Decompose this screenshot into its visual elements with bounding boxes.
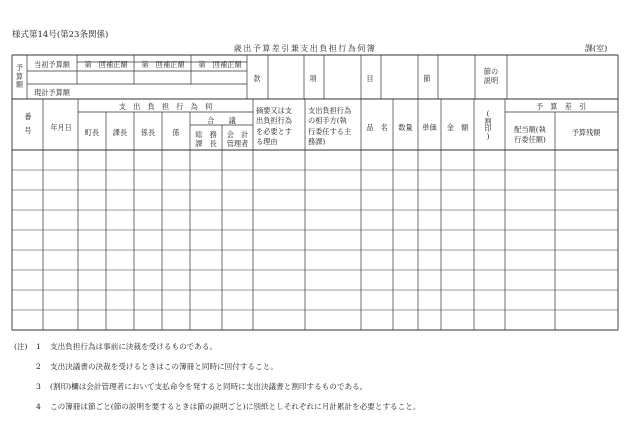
remaining-budget-column-header: 予算残額	[571, 128, 601, 137]
unit-price-column-header: 単価	[422, 123, 437, 132]
note-text: (割印)欄は会計管理者において支払命令を発すると同時に支出決議書と割印するものである。	[50, 382, 368, 391]
consultation-header: 合 議	[207, 116, 236, 125]
supplement-3-label: 第 回補正額	[198, 60, 242, 69]
ledger-title: 歳出予算差引兼支出負担行為伺簿	[233, 44, 377, 53]
staff-column-header: 係	[172, 128, 180, 137]
note-number: 2	[36, 362, 41, 371]
item-name-column-header: 品 名	[366, 123, 388, 132]
budget-difference-header: 予 算 差 引	[535, 102, 587, 111]
note-text: 支出負担行為は事前に決裁を受けるものである。	[50, 342, 218, 351]
initial-budget-label: 当初予算額	[34, 60, 70, 69]
note-number: 4	[36, 402, 41, 411]
kan-label: 款	[253, 74, 261, 83]
summary-column-header: 摘要又は支 出負担行為 を必要とす る理由	[256, 106, 292, 147]
budget-side-label: 予 算 額	[15, 63, 24, 90]
seal-column-header: ( 割 印 )	[484, 109, 492, 141]
note-text: 支出決議書の決裁を受けるときはこの簿冊と同時に回付すること。	[50, 362, 278, 371]
note-text: この簿冊は節ごと(節の説明を要するときは節の説明ごと)に別紙としそれぞれに月計累計を必要とすること。	[50, 402, 421, 411]
note-number: 1	[36, 342, 41, 351]
note-number: 3	[36, 382, 41, 391]
setsu-description-label: 節の 説明	[483, 67, 499, 85]
note-item	[14, 337, 420, 357]
notes-section	[14, 337, 420, 417]
office-label: 課(室)	[585, 44, 608, 53]
date-column-header: 年月日	[50, 123, 72, 132]
note-item	[14, 397, 420, 417]
note-item	[14, 357, 420, 377]
supplement-2-label: 第 回補正額	[141, 60, 185, 69]
supplement-1-label: 第 回補正額	[84, 60, 128, 69]
general-affairs-column-header: 総 務 課 長	[195, 130, 217, 148]
form-number: 様式第14号(第23条関係)	[12, 30, 109, 40]
commitment-group-header: 支 出 負 担 行 為 伺	[118, 102, 213, 111]
current-budget-label: 現計予算額	[34, 88, 70, 97]
accounting-manager-column-header: 会 計 管理者	[226, 130, 249, 148]
mayor-column-header: 町長	[84, 128, 100, 137]
section-chief-column-header: 課長	[112, 128, 128, 137]
kou-label: 項	[309, 74, 317, 83]
setsu-label: 節	[423, 74, 431, 83]
note-item	[14, 377, 420, 397]
number-column-header: 番 号	[24, 112, 32, 136]
amount-column-header: 金 額	[446, 123, 469, 132]
counterparty-column-header: 支出負担行為 の相手方(執 行委任する主 務課)	[308, 106, 352, 147]
notes-heading: (注)	[14, 342, 28, 351]
sub-chief-column-header: 係長	[140, 128, 156, 137]
moku-label: 目	[366, 74, 374, 83]
allocation-column-header: 配当額(執 行委任額)	[514, 125, 546, 144]
quantity-column-header: 数量	[398, 123, 413, 132]
